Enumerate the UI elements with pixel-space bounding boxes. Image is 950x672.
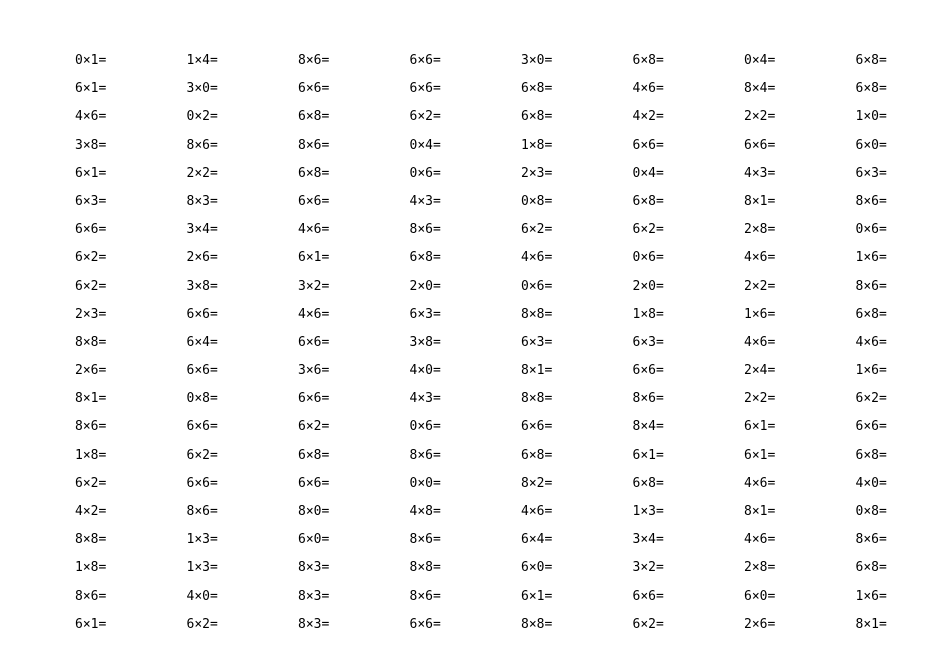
multiplication-problem: 6×6= (75, 222, 107, 238)
multiplication-problem: 6×1= (632, 447, 664, 463)
multiplication-problem: 8×8= (521, 391, 553, 407)
multiplication-problem: 6×8= (298, 165, 330, 181)
multiplication-problem: 6×2= (632, 222, 664, 238)
multiplication-problem: 4×2= (632, 109, 664, 125)
multiplication-problem: 6×1= (75, 165, 107, 181)
multiplication-problem: 3×6= (298, 363, 330, 379)
multiplication-problem: 6×6= (298, 391, 330, 407)
multiplication-problem: 8×1= (744, 193, 776, 209)
multiplication-problem: 6×6= (632, 137, 664, 153)
multiplication-problem: 8×8= (75, 334, 107, 350)
multiplication-problem: 8×1= (855, 616, 887, 632)
multiplication-problem: 4×3= (409, 193, 441, 209)
multiplication-problem: 1×8= (632, 306, 664, 322)
multiplication-problem: 4×8= (409, 504, 441, 519)
multiplication-problem: 0×8= (521, 193, 553, 209)
multiplication-problem: 4×6= (298, 306, 330, 322)
multiplication-problem: 8×6= (409, 222, 441, 238)
multiplication-problem: 6×8= (298, 109, 330, 125)
multiplication-problem: 3×8= (75, 137, 107, 153)
multiplication-problem: 8×6= (409, 588, 441, 604)
multiplication-problem: 8×1= (521, 363, 553, 379)
multiplication-problem: 6×8= (632, 475, 664, 491)
multiplication-problem: 8×1= (75, 391, 107, 407)
multiplication-problem: 0×4= (632, 165, 664, 181)
multiplication-problem: 6×2= (632, 616, 664, 632)
multiplication-problem: 0×2= (186, 109, 218, 125)
multiplication-problem: 8×6= (855, 278, 887, 294)
multiplication-problem: 6×3= (521, 334, 553, 350)
multiplication-problem: 6×2= (186, 616, 218, 632)
multiplication-problem: 8×1= (744, 504, 776, 519)
multiplication-problem: 8×6= (186, 504, 218, 519)
multiplication-problem: 4×6= (298, 222, 330, 238)
multiplication-problem: 8×8= (409, 560, 441, 576)
multiplication-problem: 6×8= (521, 447, 553, 463)
multiplication-problem: 3×8= (409, 334, 441, 350)
multiplication-problem: 1×6= (744, 306, 776, 322)
multiplication-problem: 6×8= (632, 193, 664, 209)
multiplication-problem: 6×2= (75, 475, 107, 491)
multiplication-problem: 8×6= (75, 419, 107, 435)
multiplication-problem: 6×2= (855, 391, 887, 407)
multiplication-problem: 1×6= (855, 250, 887, 266)
multiplication-problem: 6×0= (855, 137, 887, 153)
multiplication-problem: 4×3= (409, 391, 441, 407)
multiplication-problem: 4×6= (744, 250, 776, 266)
multiplication-problem: 4×6= (521, 504, 553, 519)
multiplication-problem: 0×6= (855, 222, 887, 238)
multiplication-problem: 8×4= (744, 81, 776, 97)
multiplication-problem: 3×2= (632, 560, 664, 576)
multiplication-problem: 6×8= (632, 53, 664, 68)
multiplication-problem: 2×6= (186, 250, 218, 266)
multiplication-problem: 6×3= (75, 193, 107, 209)
multiplication-problem: 6×8= (521, 81, 553, 97)
multiplication-problem: 3×2= (298, 278, 330, 294)
multiplication-problem: 0×4= (744, 53, 776, 68)
multiplication-problem: 6×6= (186, 419, 218, 435)
problem-grid (75, 52, 935, 644)
multiplication-problem: 8×8= (75, 532, 107, 548)
multiplication-problem: 6×4= (186, 334, 218, 350)
multiplication-problem: 1×8= (521, 137, 553, 153)
multiplication-problem: 4×6= (744, 532, 776, 548)
multiplication-problem: 6×0= (298, 532, 330, 548)
multiplication-problem: 8×6= (409, 532, 441, 548)
multiplication-problem: 8×6= (855, 193, 887, 209)
multiplication-problem: 1×0= (855, 109, 887, 125)
multiplication-problem: 2×2= (744, 109, 776, 125)
multiplication-problem: 4×0= (855, 475, 887, 491)
multiplication-problem: 8×3= (186, 193, 218, 209)
multiplication-problem: 2×8= (744, 560, 776, 576)
multiplication-problem: 6×6= (298, 334, 330, 350)
multiplication-problem: 8×6= (409, 447, 441, 463)
multiplication-problem: 6×0= (744, 588, 776, 604)
multiplication-problem: 8×0= (298, 504, 330, 519)
multiplication-problem: 6×6= (186, 306, 218, 322)
multiplication-problem: 6×8= (409, 250, 441, 266)
multiplication-problem: 6×1= (744, 447, 776, 463)
multiplication-problem: 2×6= (744, 616, 776, 632)
multiplication-problem: 1×6= (855, 363, 887, 379)
multiplication-problem: 6×8= (855, 53, 887, 68)
multiplication-problem: 6×6= (632, 363, 664, 379)
multiplication-problem: 6×2= (186, 447, 218, 463)
multiplication-problem: 0×6= (521, 278, 553, 294)
multiplication-problem: 1×4= (186, 53, 218, 68)
multiplication-problem: 6×2= (521, 222, 553, 238)
multiplication-problem: 2×6= (75, 363, 107, 379)
multiplication-problem: 8×6= (186, 137, 218, 153)
multiplication-problem: 1×6= (855, 588, 887, 604)
multiplication-problem: 6×8= (298, 447, 330, 463)
multiplication-problem: 8×2= (521, 475, 553, 491)
multiplication-problem: 8×8= (521, 306, 553, 322)
multiplication-problem: 6×6= (521, 419, 553, 435)
multiplication-problem: 3×4= (186, 222, 218, 238)
multiplication-problem: 6×6= (632, 588, 664, 604)
multiplication-problem: 4×6= (855, 334, 887, 350)
multiplication-problem: 4×3= (744, 165, 776, 181)
multiplication-problem: 8×6= (298, 53, 330, 68)
multiplication-problem: 4×6= (632, 81, 664, 97)
multiplication-problem: 6×2= (298, 419, 330, 435)
multiplication-problem: 1×3= (186, 532, 218, 548)
multiplication-problem: 6×6= (855, 419, 887, 435)
multiplication-problem: 1×3= (186, 560, 218, 576)
multiplication-problem: 1×8= (75, 560, 107, 576)
multiplication-problem: 4×6= (75, 109, 107, 125)
multiplication-problem: 4×0= (186, 588, 218, 604)
multiplication-problem: 6×8= (855, 560, 887, 576)
multiplication-problem: 8×4= (632, 419, 664, 435)
multiplication-problem: 6×8= (855, 306, 887, 322)
multiplication-problem: 6×6= (409, 81, 441, 97)
multiplication-problem: 0×1= (75, 53, 107, 68)
multiplication-problem: 6×3= (409, 306, 441, 322)
multiplication-problem: 6×2= (75, 250, 107, 266)
multiplication-problem: 6×6= (298, 81, 330, 97)
multiplication-problem: 0×0= (409, 475, 441, 491)
multiplication-problem: 6×1= (298, 250, 330, 266)
multiplication-problem: 3×8= (186, 278, 218, 294)
multiplication-problem: 6×3= (855, 165, 887, 181)
multiplication-problem: 0×8= (186, 391, 218, 407)
multiplication-problem: 6×2= (409, 109, 441, 125)
multiplication-problem: 0×6= (409, 165, 441, 181)
multiplication-problem: 1×3= (632, 504, 664, 519)
multiplication-problem: 6×8= (855, 447, 887, 463)
multiplication-problem: 1×8= (75, 447, 107, 463)
multiplication-problem: 2×3= (75, 306, 107, 322)
multiplication-problem: 6×8= (521, 109, 553, 125)
multiplication-problem: 6×6= (298, 193, 330, 209)
multiplication-problem: 8×6= (75, 588, 107, 604)
multiplication-problem: 6×2= (75, 278, 107, 294)
multiplication-problem: 6×0= (521, 560, 553, 576)
multiplication-problem: 0×8= (855, 504, 887, 519)
multiplication-problem: 2×0= (409, 278, 441, 294)
multiplication-problem: 6×6= (409, 616, 441, 632)
multiplication-problem: 8×3= (298, 616, 330, 632)
multiplication-problem: 6×1= (75, 616, 107, 632)
multiplication-problem: 8×6= (632, 391, 664, 407)
multiplication-problem: 6×1= (744, 419, 776, 435)
multiplication-problem: 2×2= (744, 278, 776, 294)
multiplication-problem: 6×6= (298, 475, 330, 491)
multiplication-problem: 6×3= (632, 334, 664, 350)
multiplication-problem: 6×6= (186, 363, 218, 379)
multiplication-problem: 2×2= (186, 165, 218, 181)
multiplication-problem: 4×2= (75, 504, 107, 519)
multiplication-problem: 3×4= (632, 532, 664, 548)
multiplication-problem: 2×4= (744, 363, 776, 379)
multiplication-problem: 0×6= (632, 250, 664, 266)
multiplication-problem: 4×0= (409, 363, 441, 379)
multiplication-problem: 4×6= (744, 334, 776, 350)
multiplication-problem: 8×3= (298, 588, 330, 604)
multiplication-problem: 2×3= (521, 165, 553, 181)
multiplication-problem: 6×6= (186, 475, 218, 491)
multiplication-problem: 8×3= (298, 560, 330, 576)
multiplication-problem: 6×8= (855, 81, 887, 97)
multiplication-problem: 8×6= (298, 137, 330, 153)
multiplication-problem: 6×4= (521, 532, 553, 548)
multiplication-problem: 2×0= (632, 278, 664, 294)
multiplication-problem: 4×6= (521, 250, 553, 266)
multiplication-problem: 0×6= (409, 419, 441, 435)
multiplication-problem: 8×8= (521, 616, 553, 632)
multiplication-problem: 0×4= (409, 137, 441, 153)
multiplication-problem: 2×8= (744, 222, 776, 238)
multiplication-problem: 6×6= (744, 137, 776, 153)
multiplication-problem: 6×1= (75, 81, 107, 97)
multiplication-problem: 3×0= (186, 81, 218, 97)
multiplication-problem: 6×6= (409, 53, 441, 68)
multiplication-problem: 8×6= (855, 532, 887, 548)
multiplication-problem: 3×0= (521, 53, 553, 68)
multiplication-problem: 6×1= (521, 588, 553, 604)
multiplication-problem: 4×6= (744, 475, 776, 491)
multiplication-problem: 2×2= (744, 391, 776, 407)
